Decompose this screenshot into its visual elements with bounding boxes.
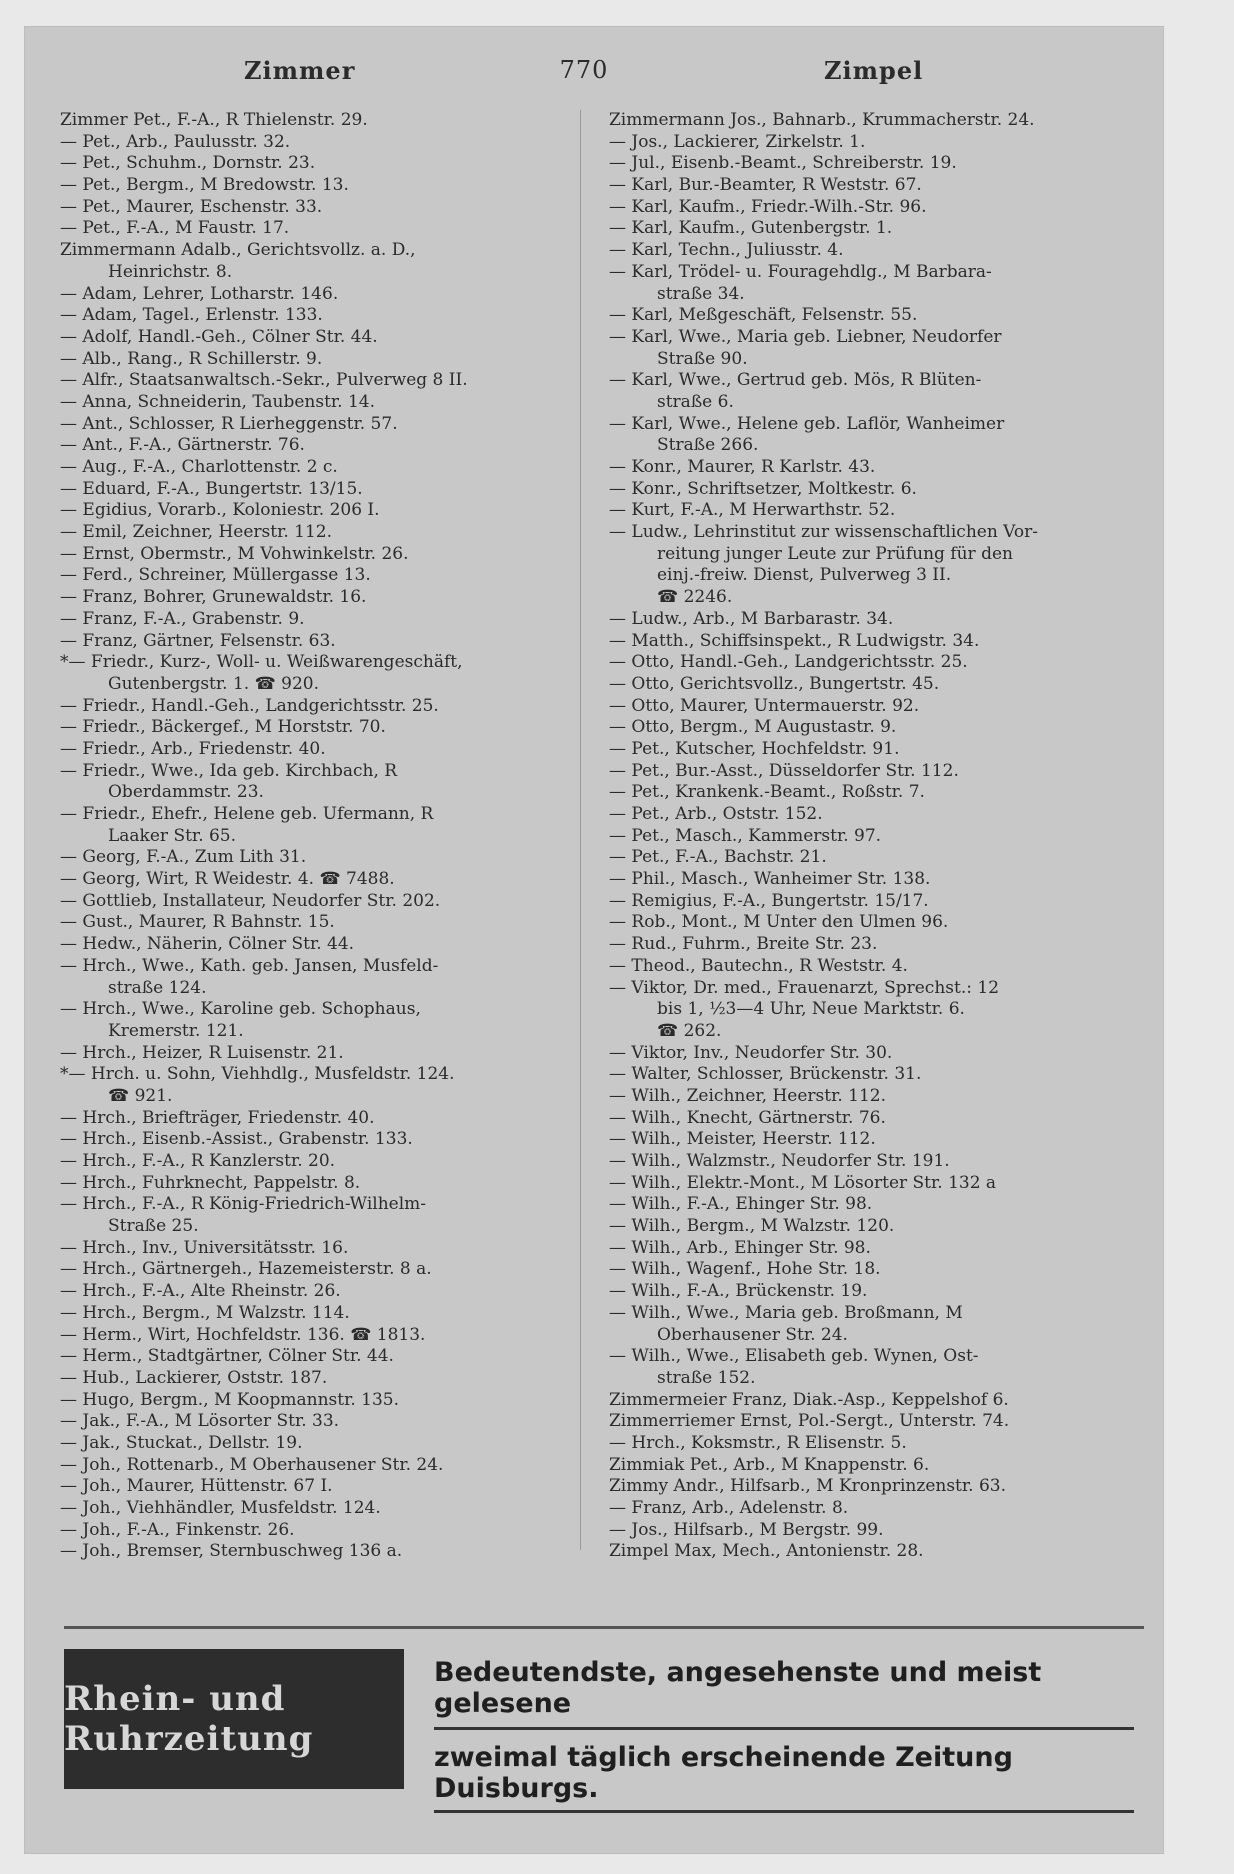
directory-entry: — Otto, Bergm., M Augustastr. 9.: [609, 717, 897, 738]
advert-text: [434, 1657, 1134, 1813]
newspaper-advert: [64, 1626, 1144, 1849]
directory-entry: — Hrch., Bergm., M Walzstr. 114.: [60, 1302, 350, 1323]
directory-entry: straße 6.: [657, 391, 734, 412]
directory-entry: — Hrch., Eisenb.-Assist., Grabenstr. 133.: [60, 1129, 413, 1150]
directory-entry: — Hrch., F.-A., R Kanzlerstr. 20.: [60, 1151, 336, 1171]
directory-entry: — Pet., Arb., Oststr. 152.: [609, 804, 823, 824]
directory-entry: — Adam, Tagel., Erlenstr. 133.: [60, 305, 323, 326]
directory-entry: — Ferd., Schreiner, Müllergasse 13.: [60, 565, 371, 586]
directory-entry: — Pet., Arb., Paulusstr. 32.: [60, 131, 291, 152]
directory-entry: — Hrch., Fuhrknecht, Pappelstr. 8.: [60, 1172, 361, 1193]
directory-entry: — Otto, Gerichtsvollz., Bungertstr. 45.: [609, 673, 940, 694]
directory-entry: — Ludw., Lehrinstitut zur wissenschaftlichen Vor-: [609, 522, 1039, 543]
directory-entry: — Friedr., Wwe., Ida geb. Kirchbach, R: [60, 760, 398, 781]
directory-entry: — Konr., Maurer, R Karlstr. 43.: [609, 457, 876, 477]
directory-entry: reitung junger Leute zur Prüfung für den: [657, 543, 1013, 564]
directory-entry: — Adam, Lehrer, Lotharstr. 146.: [60, 283, 339, 304]
directory-entry: — Wilh., Arb., Ehinger Str. 98.: [609, 1237, 871, 1258]
directory-entry: — Pet., Bur.-Asst., Düsseldorfer Str. 112.: [609, 760, 959, 781]
directory-entry: — Karl, Techn., Juliusstr. 4.: [609, 240, 844, 261]
advert-line-2: zweimal täglich erscheinende Zeitung Duisburgs.: [434, 1730, 1134, 1813]
directory-entry: — Gottlieb, Installateur, Neudorfer Str. 202.: [60, 890, 441, 911]
directory-entry: — Wilh., Wwe., Maria geb. Broßmann, M: [609, 1302, 963, 1323]
directory-entry: — Wilh., Bergm., M Walzstr. 120.: [609, 1216, 895, 1237]
directory-entry: — Karl, Wwe., Helene geb. Laflör, Wanheimer: [609, 413, 1005, 434]
directory-entry: — Matth., Schiffsinspekt., R Ludwigstr. 34.: [609, 630, 980, 651]
directory-entry: — Anna, Schneiderin, Taubenstr. 14.: [60, 391, 375, 412]
directory-entry: — Friedr., Ehefr., Helene geb. Ufermann, R: [60, 804, 434, 824]
directory-entry: — Franz, Arb., Adelenstr. 8.: [609, 1498, 849, 1518]
directory-entry: — Rob., Mont., M Unter den Ulmen 96.: [609, 912, 949, 933]
directory-entry: — Emil, Zeichner, Heerstr. 112.: [60, 522, 333, 543]
directory-entry: — Hrch., Wwe., Kath. geb. Jansen, Musfeld-: [60, 955, 439, 976]
directory-entry: — Joh., F.-A., Finkenstr. 26.: [60, 1519, 295, 1540]
advert-line-1: Bedeutendste, angesehenste und meist gelesene: [434, 1657, 1134, 1730]
directory-entry: — Gust., Maurer, R Bahnstr. 15.: [60, 912, 335, 933]
directory-entry: bis 1, ½3—4 Uhr, Neue Marktstr. 6.: [657, 999, 965, 1020]
directory-entry: straße 124.: [108, 977, 207, 998]
directory-entry: — Pet., Maurer, Eschenstr. 33.: [60, 196, 323, 217]
directory-entry: — Phil., Masch., Wanheimer Str. 138.: [609, 869, 931, 890]
directory-entry: Zimmiak Pet., Arb., M Knappenstr. 6.: [609, 1454, 930, 1475]
directory-entry: — Wilh., Meister, Heerstr. 112.: [609, 1129, 876, 1150]
directory-entry: — Wilh., F.-A., Ehinger Str. 98.: [609, 1194, 873, 1215]
directory-entry: — Ant., F.-A., Gärtnerstr. 76.: [60, 435, 305, 456]
directory-entry: — Friedr., Handl.-Geh., Landgerichtsstr. 25.: [60, 695, 439, 716]
directory-entry: — Pet., Krankenk.-Beamt., Roßstr. 7.: [609, 782, 925, 803]
directory-entry: — Friedr., Bäckergef., M Horststr. 70.: [60, 717, 386, 738]
directory-entry: Kremerstr. 121.: [108, 1020, 244, 1041]
directory-entry: straße 34.: [657, 283, 745, 304]
directory-entry: — Aug., F.-A., Charlottenstr. 2 c.: [60, 457, 338, 477]
directory-entry: — Jos., Lackierer, Zirkelstr. 1.: [609, 131, 866, 152]
directory-entry: Laaker Str. 65.: [108, 825, 237, 846]
directory-entry: Heinrichstr. 8.: [108, 261, 233, 282]
directory-entry: — Franz, F.-A., Grabenstr. 9.: [60, 608, 305, 629]
directory-entry: straße 152.: [657, 1367, 756, 1388]
page-number: 770: [559, 56, 609, 84]
directory-entry: — Ant., Schlosser, R Lierheggenstr. 57.: [60, 413, 398, 434]
directory-entry: — Pet., Kutscher, Hochfeldstr. 91.: [609, 738, 900, 759]
directory-entry: — Joh., Viehhändler, Musfeldstr. 124.: [60, 1498, 381, 1518]
directory-entry: — Wilh., Elektr.-Mont., M Lösorter Str. 132 a: [609, 1172, 997, 1193]
directory-entry: — Pet., Masch., Kammerstr. 97.: [609, 825, 882, 846]
directory-entry: — Karl, Kaufm., Gutenbergstr. 1.: [609, 218, 893, 239]
directory-entry: *— Hrch. u. Sohn, Viehhdlg., Musfeldstr. 124.: [60, 1064, 455, 1085]
directory-entry: — Wilh., Zeichner, Heerstr. 112.: [609, 1085, 887, 1106]
directory-entry: Zimmerriemer Ernst, Pol.-Sergt., Unterstr. 74.: [609, 1411, 1010, 1432]
directory-entry: — Karl, Kaufm., Friedr.-Wilh.-Str. 96.: [609, 196, 927, 217]
directory-entry: — Franz, Bohrer, Grunewaldstr. 16.: [60, 587, 367, 608]
directory-entry: — Eduard, F.-A., Bungertstr. 13/15.: [60, 478, 363, 499]
directory-entry: — Karl, Bur.-Beamter, R Weststr. 67.: [609, 175, 922, 196]
directory-entry: — Hedw., Näherin, Cölner Str. 44.: [60, 934, 355, 955]
directory-entry: Zimmermeier Franz, Diak.-Asp., Keppelshof 6.: [609, 1389, 1009, 1410]
directory-entry: — Pet., F.-A., M Faustr. 17.: [60, 218, 290, 239]
directory-entry: — Pet., F.-A., Bachstr. 21.: [609, 847, 827, 868]
directory-entry: — Theod., Bautechn., R Weststr. 4.: [609, 955, 908, 976]
directory-entry: — Pet., Schuhm., Dornstr. 23.: [60, 153, 316, 174]
directory-entry: — Hugo, Bergm., M Koopmannstr. 135.: [60, 1389, 400, 1410]
directory-entry: — Joh., Rottenarb., M Oberhausener Str. 24.: [60, 1454, 444, 1475]
directory-entry: — Viktor, Dr. med., Frauenarzt, Sprechst.: 12: [609, 977, 1000, 998]
directory-entry: — Joh., Maurer, Hüttenstr. 67 I.: [60, 1476, 333, 1497]
directory-entry: *— Friedr., Kurz-, Woll- u. Weißwarengeschäft,: [60, 652, 463, 673]
directory-entry: — Otto, Maurer, Untermauerstr. 92.: [609, 695, 920, 716]
directory-entry: — Adolf, Handl.-Geh., Cölner Str. 44.: [60, 326, 378, 347]
directory-entry: Oberdammstr. 23.: [108, 782, 264, 803]
directory-entry: — Remigius, F.-A., Bungertstr. 15/17.: [609, 890, 929, 911]
page-header: [24, 56, 1164, 96]
directory-entry: — Ludw., Arb., M Barbarastr. 34.: [609, 608, 894, 629]
directory-entry: Zimmermann Adalb., Gerichtsvollz. a. D.,: [60, 240, 416, 261]
right-column: [580, 110, 1174, 1562]
directory-entry: — Pet., Bergm., M Bredowstr. 13.: [60, 175, 349, 196]
directory-entry: — Hrch., Briefträger, Friedenstr. 40.: [60, 1107, 375, 1128]
directory-entry: — Wilh., F.-A., Brückenstr. 19.: [609, 1281, 868, 1302]
directory-entry: — Jul., Eisenb.-Beamt., Schreiberstr. 19.: [609, 153, 957, 174]
directory-entry: Oberhausener Str. 24.: [657, 1324, 848, 1345]
directory-entry: — Walter, Schlosser, Brückenstr. 31.: [609, 1064, 922, 1085]
directory-entry: Zimpel Max, Mech., Antonienstr. 28.: [609, 1541, 924, 1562]
directory-entry: — Jos., Hilfsarb., M Bergstr. 99.: [609, 1519, 884, 1540]
directory-entry: — Herm., Stadtgärtner, Cölner Str. 44.: [60, 1346, 394, 1367]
directory-entry: — Hrch., Koksmstr., R Elisenstr. 5.: [609, 1432, 907, 1453]
directory-entry: — Karl, Wwe., Maria geb. Liebner, Neudorfer: [609, 326, 1002, 347]
directory-entry: — Georg, Wirt, R Weidestr. 4. ☎ 7488.: [60, 869, 395, 890]
directory-entry: Straße 90.: [657, 348, 748, 369]
directory-entry: — Karl, Meßgeschäft, Felsenstr. 55.: [609, 305, 918, 326]
directory-entry: — Hrch., F.-A., Alte Rheinstr. 26.: [60, 1281, 341, 1302]
directory-entry: — Franz, Gärtner, Felsenstr. 63.: [60, 630, 336, 651]
advert-logo: Rhein- und Ruhrzeitung: [64, 1649, 404, 1789]
directory-entry: — Otto, Handl.-Geh., Landgerichtsstr. 25.: [609, 652, 968, 673]
header-right-word: Zimpel: [824, 56, 924, 85]
directory-entry: Gutenbergstr. 1. ☎ 920.: [108, 673, 319, 694]
directory-entry: — Georg, F.-A., Zum Lith 31.: [60, 847, 307, 868]
directory-entry: — Rud., Fuhrm., Breite Str. 23.: [609, 934, 878, 955]
directory-entry: — Hrch., F.-A., R König-Friedrich-Wilhelm-: [60, 1194, 427, 1215]
directory-entry: — Hrch., Heizer, R Luisenstr. 21.: [60, 1042, 344, 1063]
directory-entry: — Jak., Stuckat., Dellstr. 19.: [60, 1432, 303, 1453]
directory-entry: — Hrch., Inv., Universitätsstr. 16.: [60, 1237, 349, 1258]
directory-entry: ☎ 921.: [108, 1085, 173, 1106]
directory-entry: einj.-freiw. Dienst, Pulverweg 3 II.: [657, 565, 952, 586]
header-left-word: Zimmer: [244, 56, 356, 85]
directory-entry: — Egidius, Vorarb., Koloniestr. 206 I.: [60, 500, 380, 521]
directory-entry: — Alb., Rang., R Schillerstr. 9.: [60, 348, 323, 369]
directory-entry: Straße 25.: [108, 1216, 199, 1237]
directory-entry: — Herm., Wirt, Hochfeldstr. 136. ☎ 1813.: [60, 1324, 426, 1345]
directory-entry: — Karl, Trödel- u. Fouragehdlg., M Barbara-: [609, 261, 992, 282]
directory-entry: ☎ 2246.: [657, 587, 733, 608]
directory-entry: — Viktor, Inv., Neudorfer Str. 30.: [609, 1042, 893, 1063]
directory-page: [24, 26, 1164, 1854]
directory-entry: — Ernst, Obermstr., M Vohwinkelstr. 26.: [60, 543, 409, 564]
directory-entry: — Alfr., Staatsanwaltsch.-Sekr., Pulverweg 8 II.: [60, 370, 468, 391]
directory-entry: — Konr., Schriftsetzer, Moltkestr. 6.: [609, 478, 917, 499]
directory-entry: — Hub., Lackierer, Oststr. 187.: [60, 1367, 328, 1388]
directory-entry: — Karl, Wwe., Gertrud geb. Mös, R Blüten-: [609, 370, 982, 391]
directory-entry: Zimmermann Jos., Bahnarb., Krummacherstr. 24.: [609, 110, 1035, 130]
directory-entry: — Jak., F.-A., M Lösorter Str. 33.: [60, 1411, 340, 1432]
directory-entry: ☎ 262.: [657, 1020, 722, 1041]
directory-entry: — Wilh., Knecht, Gärtnerstr. 76.: [609, 1107, 886, 1128]
directory-entry: — Wilh., Wagenf., Hohe Str. 18.: [609, 1259, 881, 1280]
left-column: [60, 110, 580, 1563]
directory-entry: — Wilh., Walzmstr., Neudorfer Str. 191.: [609, 1151, 950, 1171]
directory-entry: Straße 266.: [657, 435, 759, 456]
directory-entry: Zimmer Pet., F.-A., R Thielenstr. 29.: [60, 110, 368, 130]
directory-entry: — Wilh., Wwe., Elisabeth geb. Wynen, Ost-: [609, 1346, 979, 1367]
directory-entry: Zimmy Andr., Hilfsarb., M Kronprinzenstr. 63.: [609, 1476, 1006, 1497]
directory-entry: — Hrch., Gärtnergeh., Hazemeisterstr. 8 a.: [60, 1259, 432, 1280]
directory-entry: — Joh., Bremser, Sternbuschweg 136 a.: [60, 1541, 403, 1562]
directory-entry: — Hrch., Wwe., Karoline geb. Schophaus,: [60, 999, 421, 1020]
directory-entry: — Friedr., Arb., Friedenstr. 40.: [60, 738, 326, 759]
directory-entry: — Kurt, F.-A., M Herwarthstr. 52.: [609, 500, 896, 521]
